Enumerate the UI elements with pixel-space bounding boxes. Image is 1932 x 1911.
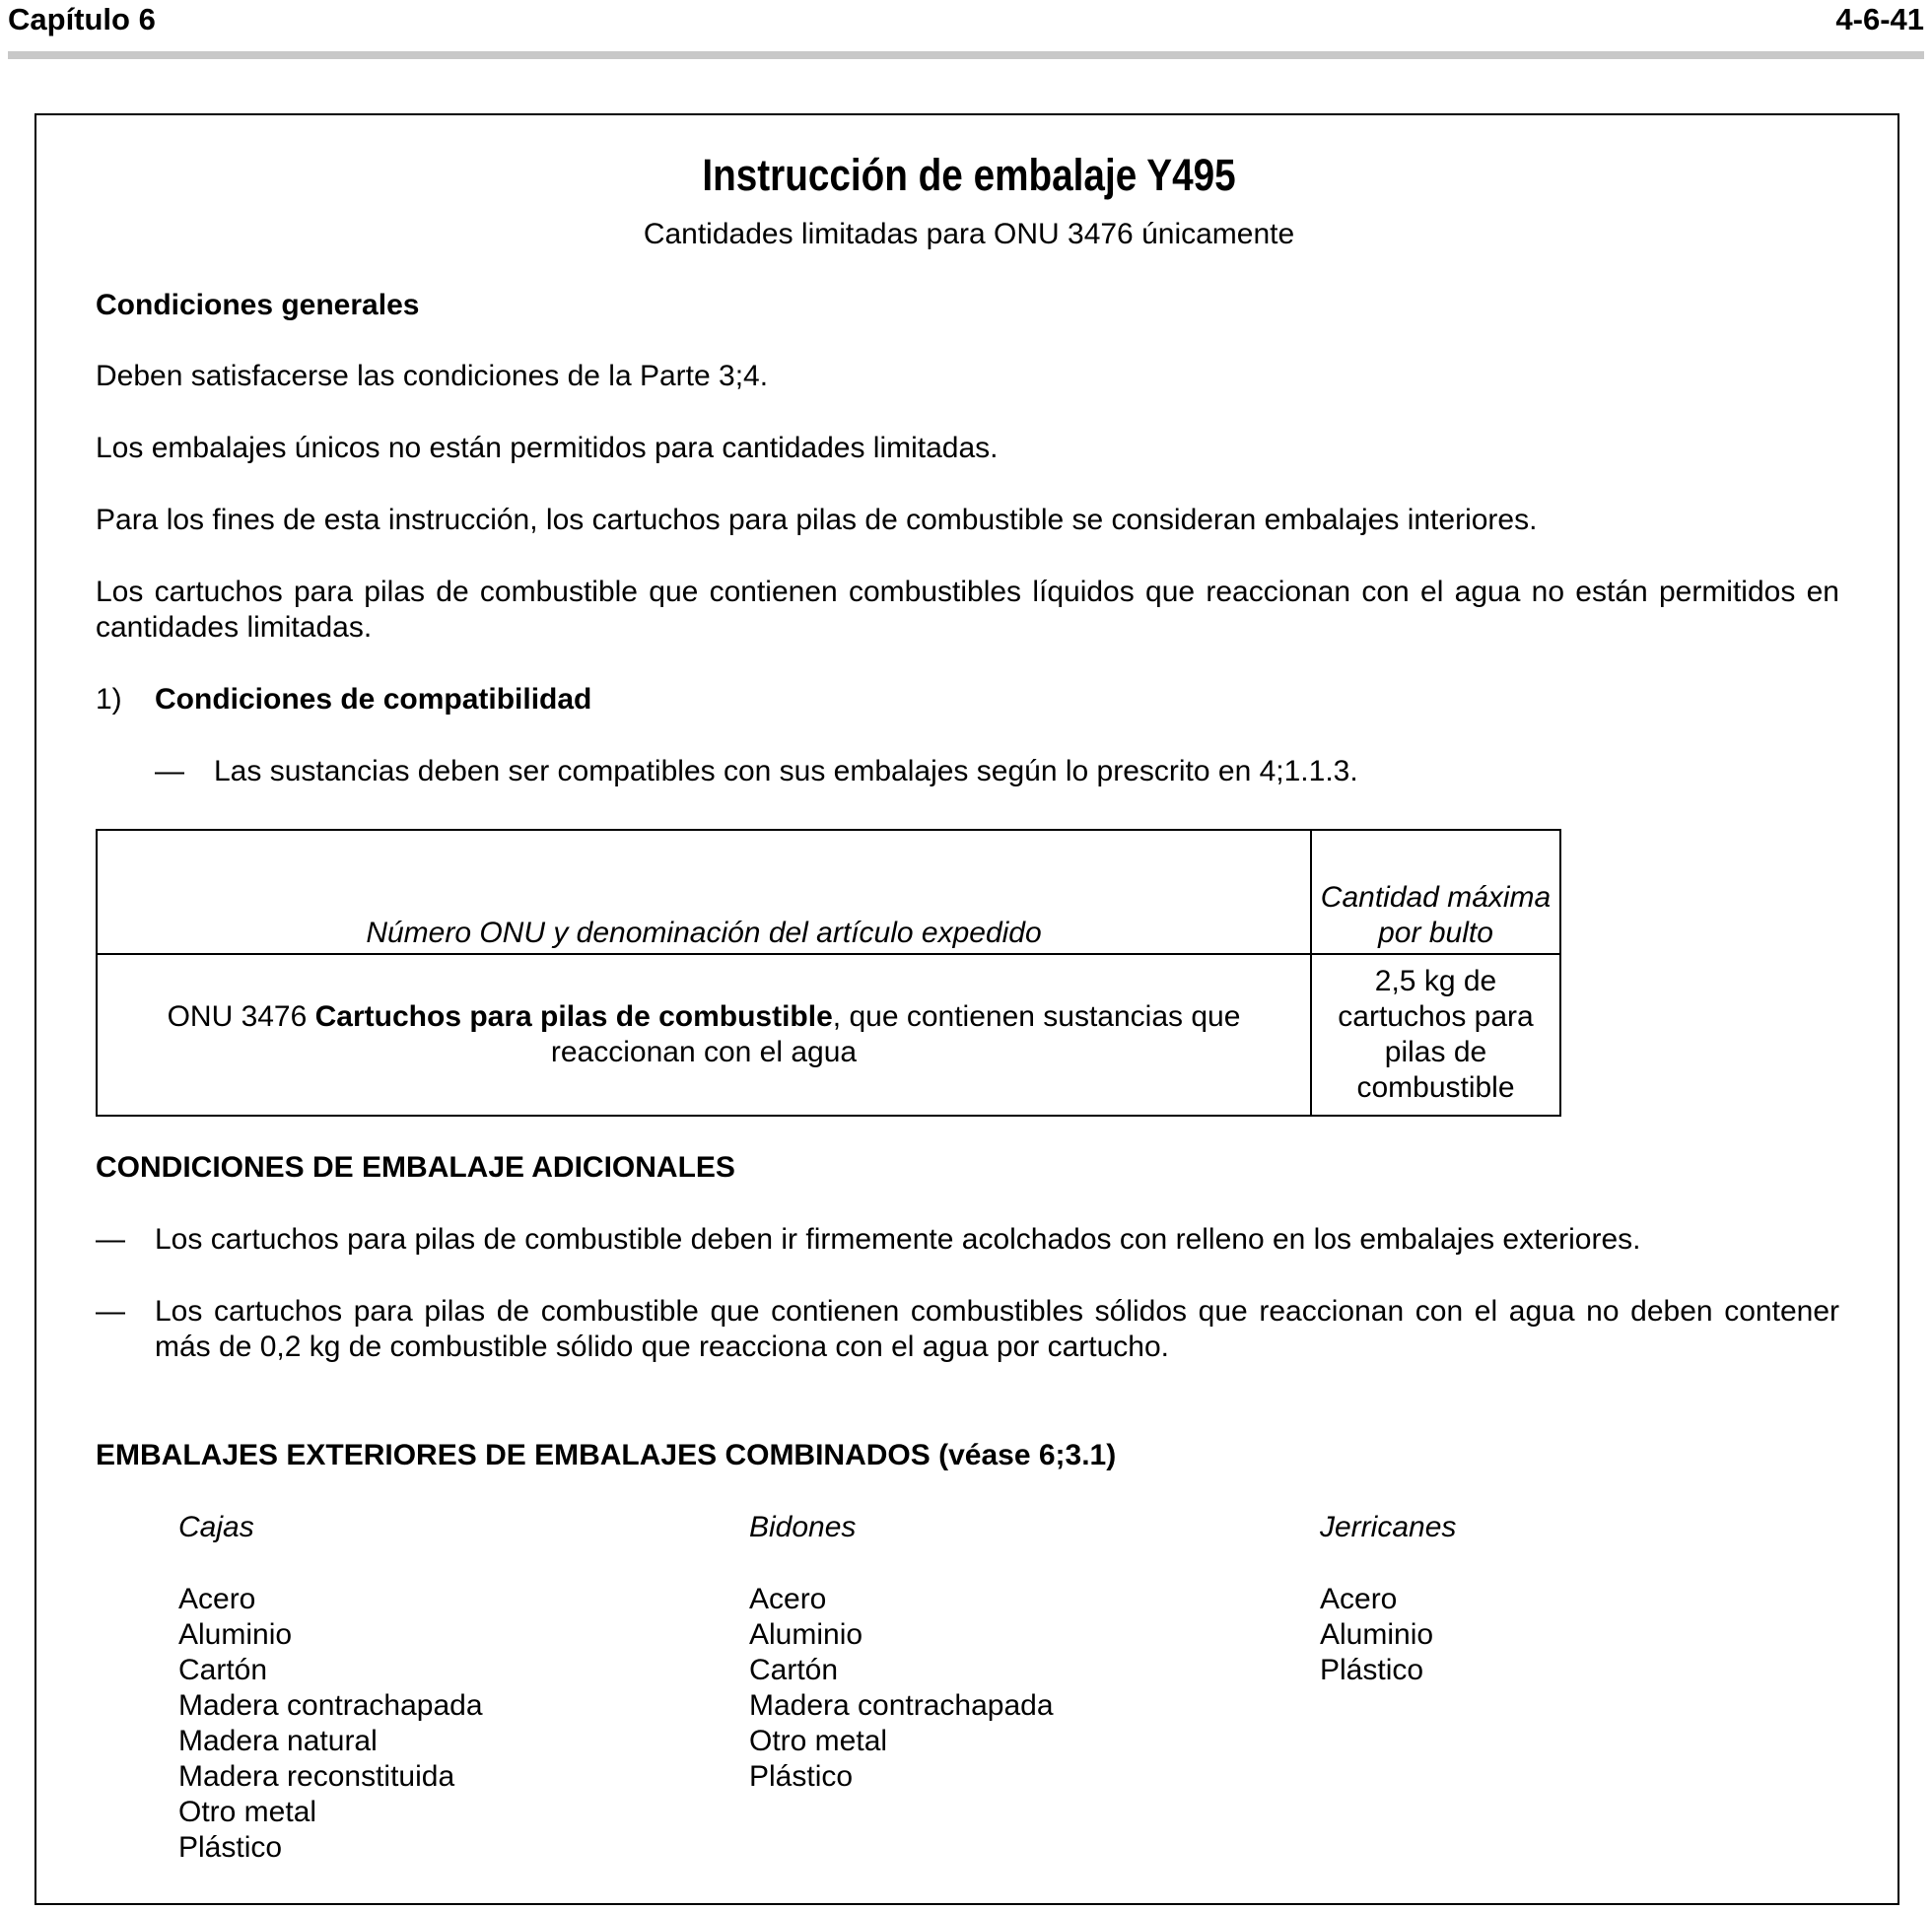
list-item: Plástico [178,1831,283,1864]
instruction-box [34,113,1899,1905]
outer-column-jerricanes [1320,1510,1813,1688]
list-item: Plástico [749,1760,854,1793]
article-name: Cartuchos para pilas de combustible [314,1000,833,1033]
list-item: Madera contrachapada [178,1689,483,1722]
additional-heading: CONDICIONES DE EMBALAJE ADICIONALES [96,1151,735,1184]
table-header-row [97,830,1560,954]
header-rule [8,51,1924,59]
list-item: Otro metal [749,1725,888,1757]
list-item: Acero [1320,1583,1398,1615]
general-paragraph-3: Para los fines de esta instrucción, los cartuchos para pilas de combustible se consideran embalajes interiores. [96,504,1538,536]
instruction-title: Instrucción de embalaje Y495 [702,150,1236,200]
table-header-quantity: Cantidad máxima por bulto [1311,830,1560,954]
general-heading: Condiciones generales [96,289,420,321]
additional-dash-1: — [96,1223,125,1256]
table-cell-article [97,954,1311,1116]
page-number: 4-6-41 [1835,2,1924,36]
compat-number: 1) [96,683,122,716]
list-item: Aluminio [178,1618,293,1651]
list-item: Aluminio [1320,1618,1434,1651]
article-un-prefix: ONU 3476 [167,1000,315,1033]
outer-column-title: Bidones [749,1511,857,1543]
outer-column-title: Cajas [178,1511,254,1543]
list-item: Aluminio [749,1618,863,1651]
outer-heading: EMBALAJES EXTERIORES DE EMBALAJES COMBINADOS (véase 6;3.1) [96,1439,1117,1471]
page-header [8,0,1924,53]
instruction-subtitle: Cantidades limitadas para ONU 3476 únicamente [643,218,1295,250]
general-paragraph-1: Deben satisfacerse las condiciones de la Parte 3;4. [96,360,769,392]
list-item: Acero [178,1583,256,1615]
additional-item-2: Los cartuchos para pilas de combustible que contienen combustibles sólidos que reaccionan con el agua no deben contener más de 0,2 kg de combustible sólido que reacciona con el agua por cartucho. [155,1295,1839,1363]
list-item: Madera contrachapada [749,1689,1054,1722]
list-item: Madera reconstituida [178,1760,455,1793]
list-item: Otro metal [178,1796,317,1828]
general-paragraph-4: Los cartuchos para pilas de combustible que contienen combustibles líquidos que reaccionan con el agua no están permitidos en cantidades limitadas. [96,576,1839,644]
outer-column-title: Jerricanes [1320,1511,1457,1543]
compat-item: Las sustancias deben ser compatibles con sus embalajes según lo prescrito en 4;1.1.3. [214,755,1358,787]
additional-item-1: Los cartuchos para pilas de combustible deben ir firmemente acolchados con relleno en los embalajes exteriores. [155,1223,1641,1256]
quantity-table [96,829,1561,1117]
list-item: Cartón [749,1654,839,1686]
outer-column-bidones [749,1510,1301,1795]
list-item: Acero [749,1583,827,1615]
additional-dash-2: — [96,1295,125,1328]
list-item: Madera natural [178,1725,378,1757]
table-row [97,954,1560,1116]
compat-heading: Condiciones de compatibilidad [155,683,592,716]
chapter-label: Capítulo 6 [8,2,156,36]
list-item: Plástico [1320,1654,1424,1686]
outer-column-cajas [178,1510,730,1866]
compat-dash: — [155,755,184,787]
list-item: Cartón [178,1654,268,1686]
general-paragraph-2: Los embalajes únicos no están permitidos para cantidades limitadas. [96,432,999,464]
article-suffix: , que contienen sustancias que reaccionan con el agua [550,1000,1241,1068]
table-header-article: Número ONU y denominación del artículo expedido [97,830,1311,954]
table-cell-quantity: 2,5 kg de cartuchos para pilas de combustible [1311,954,1560,1116]
